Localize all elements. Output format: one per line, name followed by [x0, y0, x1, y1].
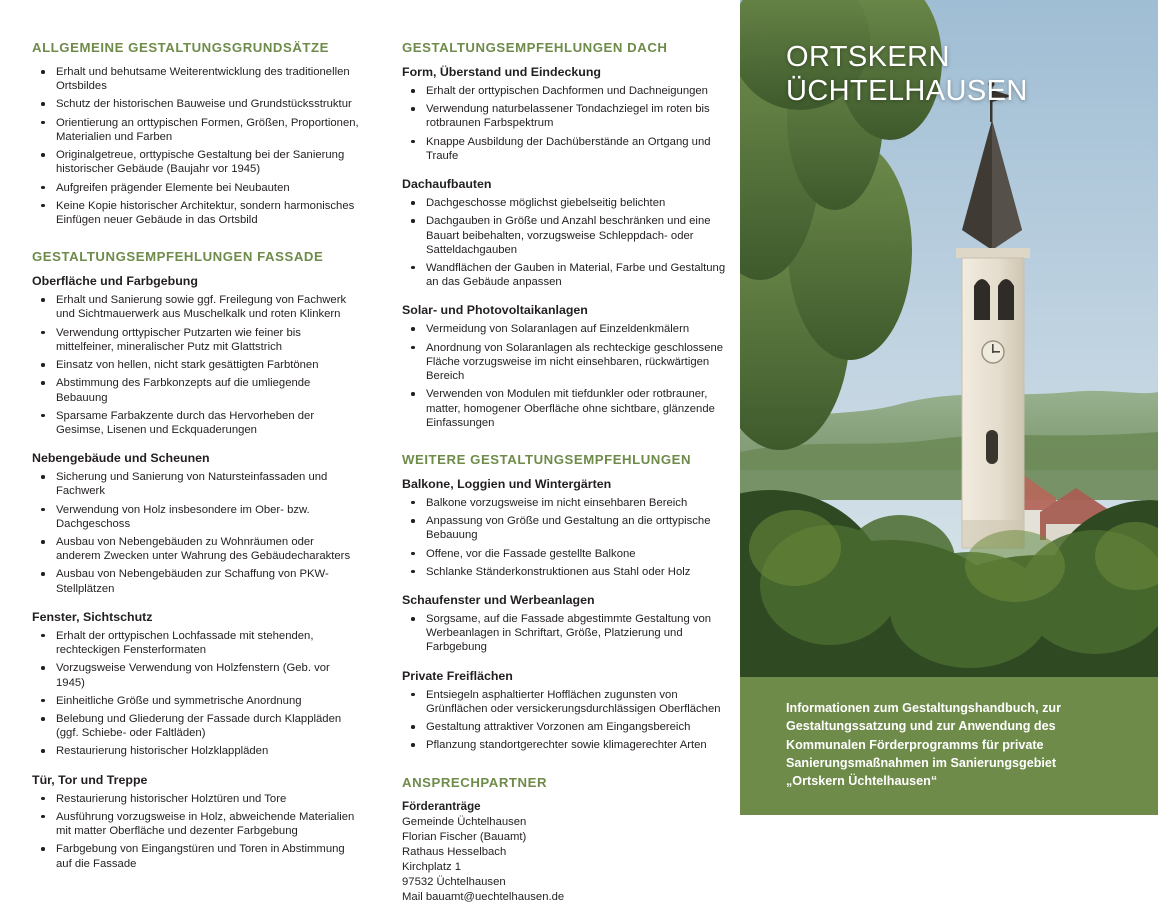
- list-oberflaeche: [32, 293, 360, 437]
- list-item: Anpassung von Größe und Gestaltung an die orttypische Bebauung: [402, 514, 726, 542]
- list-item: Originalgetreue, orttypische Gestaltung bei der Sanierung historischer Gebäude (Baujahr vor 1945): [32, 148, 360, 176]
- subheading-oberflaeche: Oberfläche und Farbgebung: [32, 274, 198, 289]
- list-item: Knappe Ausbildung der Dachüberstände an Ortgang und Traufe: [402, 135, 726, 163]
- middle-column: [372, 0, 740, 903]
- info-green-box: Informationen zum Gestaltungshandbuch, zur Gestaltungssatzung und zur Anwendung des Kommunalen Förderprogramms für private Sanierungsmaßnahmen im Sanierungsgebiet „Ortskern Üchtelhausen“: [740, 677, 1158, 815]
- list-item: Wandflächen der Gauben in Material, Farbe und Gestaltung an das Gebäude anpassen: [402, 261, 726, 289]
- list-item: Ausbau von Nebengebäuden zu Wohnräumen oder anderem Zwecken unter Wahrung des Gebäudecharakters: [32, 535, 360, 563]
- list-item: Erhalt und behutsame Weiterentwicklung des traditionellen Ortsbildes: [32, 65, 360, 93]
- list-item: Erhalt und Sanierung sowie ggf. Freilegung von Fachwerk und Sichtmauerwerk aus Muschelkalk und roten Klinkern: [32, 293, 360, 321]
- list-fenster: [32, 629, 360, 759]
- subheading-nebengebaeude: Nebengebäude und Scheunen: [32, 451, 210, 466]
- list-item: Ausführung vorzugsweise in Holz, abweichende Materialien mit matter Oberfläche und dezenter Farbgebung: [32, 810, 360, 838]
- list-item: Dachgeschosse möglichst giebelseitig belichten: [402, 196, 726, 210]
- section-heading-ansprechpartner: ANSPRECHPARTNER: [402, 774, 548, 790]
- contact-block: [402, 800, 726, 905]
- list-item: Erhalt der orttypischen Dachformen und Dachneigungen: [402, 84, 726, 98]
- contact-title: Förderanträge: [402, 799, 481, 813]
- list-item: Verwenden von Modulen mit tiefdunkler oder rotbrauner, matter, homogener Oberfläche ohne sichtbare, glänzende Einfassungen: [402, 387, 726, 430]
- list-item: Belebung und Gliederung der Fassade durch Klappläden (ggf. Schiebe- oder Faltläden): [32, 712, 360, 740]
- right-panel: [740, 0, 1158, 815]
- list-item: Schutz der historischen Bauweise und Grundstücksstruktur: [32, 97, 360, 111]
- list-item: Vermeidung von Solaranlagen auf Einzeldenkmälern: [402, 322, 726, 336]
- section-heading-fassade: GESTALTUNGSEMPFEHLUNGEN FASSADE: [32, 249, 324, 265]
- subheading-fenster: Fenster, Sichtschutz: [32, 609, 153, 624]
- list-item: Keine Kopie historischer Architektur, sondern harmonisches Einfügen neuer Gebäude in das Ortsbild: [32, 199, 360, 227]
- list-solar: [402, 322, 726, 430]
- list-item: Entsiegeln asphaltierter Hofflächen zugunsten von Grünflächen oder versickerungsdurchlässigen Oberflächen: [402, 688, 726, 716]
- list-item: Farbgebung von Eingangstüren und Toren in Abstimmung auf die Fassade: [32, 842, 360, 870]
- cover-photo: [740, 0, 1158, 677]
- contact-email: Mail bauamt@uechtelhausen.de: [402, 890, 565, 903]
- list-item: Schlanke Ständerkonstruktionen aus Stahl oder Holz: [402, 565, 726, 579]
- list-item: Balkone vorzugsweise im nicht einsehbaren Bereich: [402, 496, 726, 510]
- list-item: Orientierung an orttypischen Formen, Größen, Proportionen, Materialien und Farben: [32, 116, 360, 144]
- contact-line: Florian Fischer (Bauamt): [402, 830, 527, 843]
- subheading-schaufenster: Schaufenster und Werbeanlagen: [402, 593, 595, 608]
- section-heading-weitere: WEITERE GESTALTUNGSEMPFEHLUNGEN: [402, 451, 692, 467]
- list-item: Einheitliche Größe und symmetrische Anordnung: [32, 694, 360, 708]
- left-column: [0, 0, 372, 870]
- list-item: Offene, vor die Fassade gestellte Balkone: [402, 547, 726, 561]
- list-item: Abstimmung des Farbkonzepts auf die umliegende Bebauung: [32, 376, 360, 404]
- subheading-form: Form, Überstand und Eindeckung: [402, 65, 601, 79]
- list-item: Verwendung naturbelassener Tondachziegel im roten bis rotbraunen Farbspektrum: [402, 102, 726, 130]
- contact-line: 97532 Üchtelhausen: [402, 875, 506, 888]
- subheading-dachaufbauten: Dachaufbauten: [402, 177, 492, 192]
- list-allgemeine: [32, 65, 360, 227]
- list-item: Dachgauben in Größe und Anzahl beschränken und eine Bauart beibehalten, vorzugsweise Schleppdach- oder Satteldachgauben: [402, 214, 726, 257]
- list-item: Sorgsame, auf die Fassade abgestimmte Gestaltung von Werbeanlagen in Schriftart, Größe, Platzierung und Farbgebung: [402, 612, 726, 655]
- list-item: Anordnung von Solaranlagen als rechteckige geschlossene Fläche vorzugsweise im nicht einsehbaren, rückwärtigen Bereich: [402, 341, 726, 384]
- cover-title-line-1: ORTSKERN: [786, 41, 950, 73]
- list-item: Restaurierung historischer Holzklappläden: [32, 744, 360, 758]
- list-freiflaechen: [402, 688, 726, 753]
- list-item: Sicherung und Sanierung von Natursteinfassaden und Fachwerk: [32, 470, 360, 498]
- subheading-balkone: Balkone, Loggien und Wintergärten: [402, 476, 612, 491]
- list-tuer: [32, 792, 360, 871]
- section-heading-dach: GESTALTUNGSEMPFEHLUNGEN DACH: [402, 40, 668, 55]
- list-item: Aufgreifen prägender Elemente bei Neubauten: [32, 181, 360, 195]
- list-schaufenster: [402, 612, 726, 655]
- list-nebengebaeude: [32, 470, 360, 596]
- contact-line: Rathaus Hesselbach: [402, 845, 507, 858]
- list-item: Erhalt der orttypischen Lochfassade mit stehenden, rechteckigen Fensterformaten: [32, 629, 360, 657]
- list-item: Einsatz von hellen, nicht stark gesättigten Farbtönen: [32, 358, 360, 372]
- subheading-solar: Solar- und Photovoltaikanlagen: [402, 303, 588, 318]
- list-item: Vorzugsweise Verwendung von Holzfenstern (Geb. vor 1945): [32, 661, 360, 689]
- list-item: Sparsame Farbakzente durch das Hervorheben der Gesimse, Lisenen und Eckquaderungen: [32, 409, 360, 437]
- cover-title: [786, 40, 1142, 108]
- section-heading-allgemeine: ALLGEMEINE GESTALTUNGSGRUNDSÄTZE: [32, 40, 329, 55]
- list-balkone: [402, 496, 726, 579]
- list-item: Ausbau von Nebengebäuden zur Schaffung von PKW-Stellplätzen: [32, 567, 360, 595]
- contact-line: Kirchplatz 1: [402, 860, 462, 873]
- list-item: Restaurierung historischer Holztüren und Tore: [32, 792, 360, 806]
- list-item: Verwendung von Holz insbesondere im Ober- bzw. Dachgeschoss: [32, 503, 360, 531]
- cover-title-line-2: ÜCHTELHAUSEN: [786, 75, 1028, 108]
- list-item: Gestaltung attraktiver Vorzonen am Eingangsbereich: [402, 720, 726, 734]
- subheading-freiflaechen: Private Freiflächen: [402, 668, 513, 683]
- list-form: [402, 84, 726, 163]
- contact-line: Gemeinde Üchtelhausen: [402, 815, 527, 828]
- list-item: Verwendung orttypischer Putzarten wie feiner bis mittelfeiner, mineralischer Putz mit Glattstrich: [32, 326, 360, 354]
- subheading-tuer: Tür, Tor und Treppe: [32, 772, 148, 787]
- list-dachaufbauten: [402, 196, 726, 289]
- list-item: Pflanzung standortgerechter sowie klimagerechter Arten: [402, 738, 726, 752]
